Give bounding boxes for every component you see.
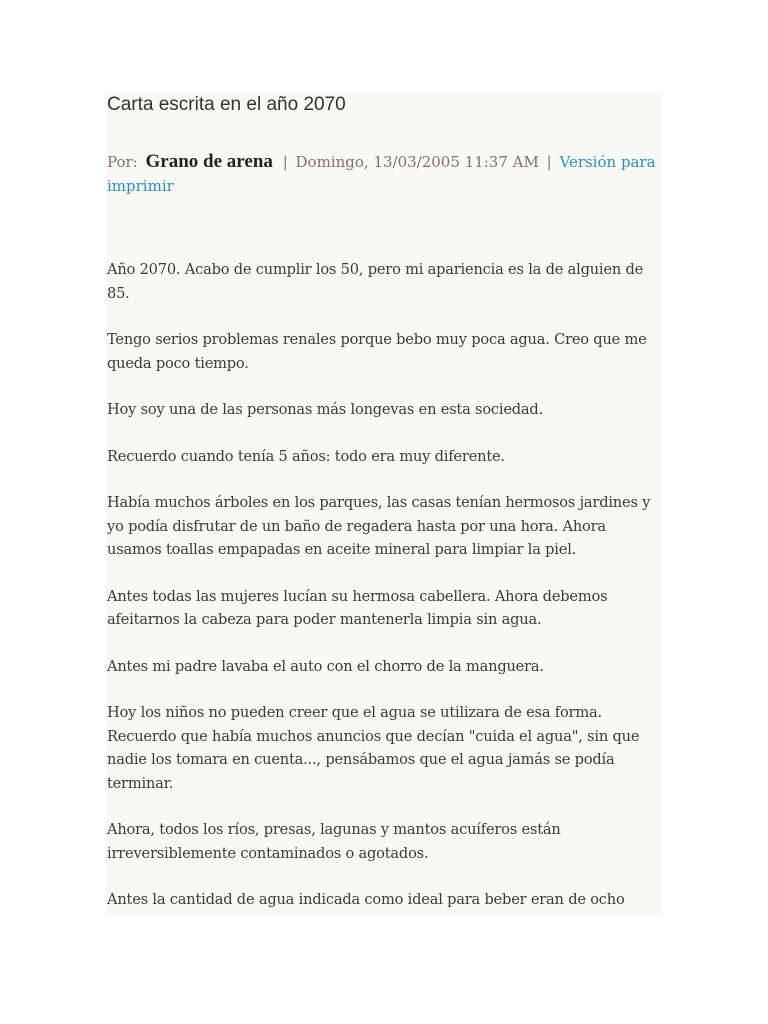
paragraph: Recuerdo cuando tenía 5 años: todo era muy diferente. — [107, 447, 505, 465]
article-title: Carta escrita en el año 2070 — [107, 94, 346, 115]
byline — [107, 150, 657, 198]
article-body — [107, 258, 659, 916]
author-name[interactable]: Grano de arena — [145, 151, 273, 172]
byline-separator: | — [546, 153, 552, 171]
publish-date: Domingo, 13/03/2005 11:37 AM — [295, 153, 539, 171]
byline-prefix: Por: — [107, 153, 138, 171]
document-page — [106, 92, 662, 916]
paragraph: Antes la cantidad de agua indicada como ideal para beber eran de ocho — [107, 891, 625, 908]
paragraph: Antes todas las mujeres lucían su hermosa cabellera. Ahora debemos afeitarnos la cabeza para poder mantenerla limpia sin agua. — [107, 587, 608, 628]
paragraph: Hoy los niños no pueden creer que el agua se utilizara de esa forma. Recuerdo que había muchos anuncios que decían "cuida el agua", sin que nadie los tomara en cuenta..., pensábamos que el agua jamás se podía terminar. — [107, 704, 640, 792]
paragraph: Ahora, todos los ríos, presas, lagunas y mantos acuíferos están irreversiblemente contaminados o agotados. — [107, 821, 561, 862]
paragraph: Antes mi padre lavaba el auto con el chorro de la manguera. — [107, 657, 544, 675]
paragraph: Año 2070. Acabo de cumplir los 50, pero mi apariencia es la de alguien de 85. — [107, 261, 644, 302]
paragraph: Tengo serios problemas renales porque bebo muy poca agua. Creo que me queda poco tiempo. — [107, 331, 647, 372]
paragraph: Había muchos árboles en los parques, las casas tenían hermosos jardines y yo podía disfrutar de un baño de regadera hasta por una hora. Ahora usamos toallas empapadas en aceite mineral para limpiar la piel. — [107, 494, 651, 558]
paragraph: Hoy soy una de las personas más longevas en esta sociedad. — [107, 401, 544, 418]
print-version-link[interactable]: Versión para imprimir — [107, 153, 656, 195]
byline-separator: | — [282, 153, 288, 171]
